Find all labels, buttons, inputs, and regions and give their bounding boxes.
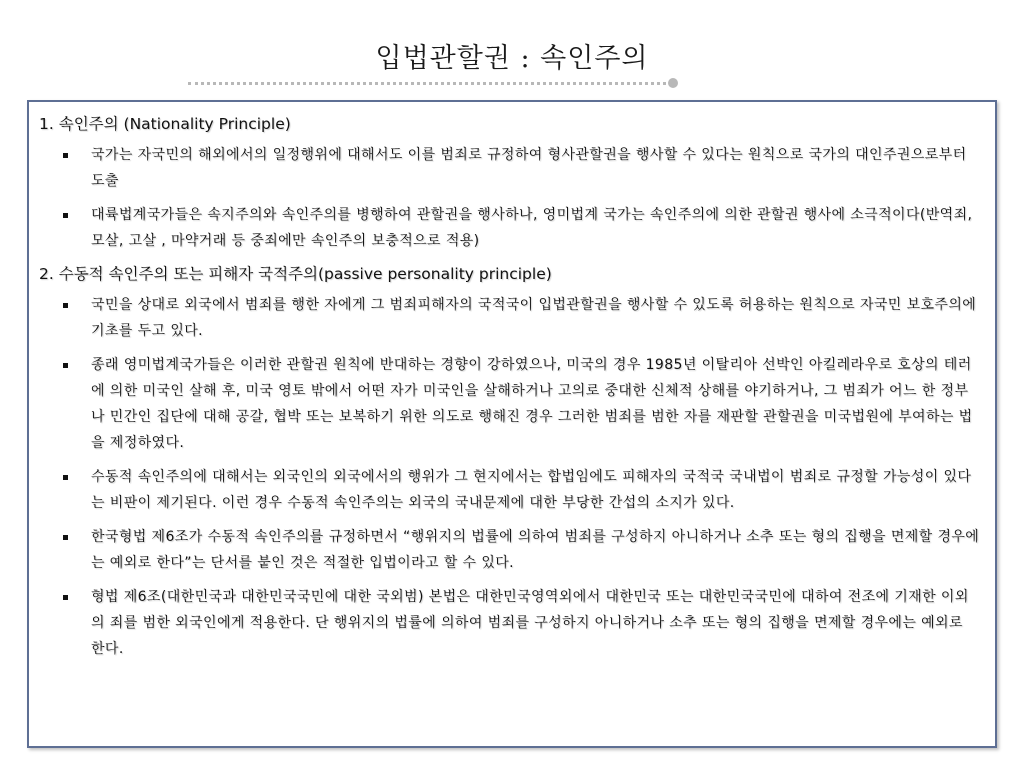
list-item-text: 국가는 자국민의 해외에서의 일정행위에 대해서도 이를 범죄로 규정하여 형사관할권을 행사할 수 있다는 원칙으로 국가의 대인주권으로부터 도출 bbox=[91, 147, 967, 189]
section1-list bbox=[39, 142, 981, 254]
title-dotted-rule bbox=[188, 82, 672, 85]
list-item bbox=[39, 292, 981, 344]
section2-list bbox=[39, 292, 981, 662]
square-bullet-icon bbox=[63, 213, 68, 218]
list-item bbox=[39, 464, 981, 516]
list-item-text: 수동적 속인주의에 대해서는 외국인의 외국에서의 행위가 그 현지에서는 합법임에도 피해자의 국적국 국내법이 범죄로 규정할 가능성이 있다는 비판이 제기된다. 이런 경우 수동적 속인주의는 외국의 국내문제에 대한 부당한 간섭의 소지가 있다. bbox=[91, 469, 972, 511]
list-item-text: 한국형법 제6조가 수동적 속인주의를 규정하면서 “행위지의 법률에 의하여 범죄를 구성하지 아니하거나 소추 또는 형의 집행을 면제할 경우에는 예외로 한다”는 단서를 붙인 것은 적절한 입법이라고 할 수 있다. bbox=[91, 529, 980, 571]
list-item bbox=[39, 142, 981, 194]
list-item-text: 대륙법계국가들은 속지주의와 속인주의를 병행하여 관할권을 행사하나, 영미법계 국가는 속인주의에 의한 관할권 행사에 소극적이다(반역죄, 모살, 고살 , 마약거래 등 중죄에만 속인주의 보충적으로 적용) bbox=[91, 207, 973, 249]
section-heading-nationality: 1. 속인주의 (Nationality Principle) bbox=[39, 115, 291, 133]
list-item bbox=[39, 524, 981, 576]
list-item-text: 종래 영미법계국가들은 이러한 관할권 원칙에 반대하는 경향이 강하였으나, 미국의 경우 1985년 이탈리아 선박인 아킬레라우로 호상의 테러에 의한 미국인 살해 후, 미국 영토 밖에서 어떤 자가 미국인을 살해하거나 고의로 중대한 신체적 상해를 야기하거나, 그 범죄가 어느 한 정부나 민간인 집단에 대해 공갈, 협박 또는 보복하기 위한 의도로 행해진 경우 그러한 범죄를 범한 자를 재판할 관할권을 미국법원에 부여하는 법을 제정하였다. bbox=[91, 357, 973, 451]
square-bullet-icon bbox=[63, 153, 68, 158]
content-box bbox=[27, 100, 997, 748]
square-bullet-icon bbox=[63, 303, 68, 308]
list-item bbox=[39, 202, 981, 254]
title-rule-end-dot bbox=[668, 78, 678, 88]
square-bullet-icon bbox=[63, 595, 68, 600]
list-item bbox=[39, 352, 981, 456]
square-bullet-icon bbox=[63, 475, 68, 480]
list-item-text: 형법 제6조(대한민국과 대한민국국민에 대한 국외범) 본법은 대한민국영역외에서 대한민국 또는 대한민국국민에 대하여 전조에 기재한 이외의 죄를 범한 외국인에게 적용한다. 단 행위지의 법률에 의하여 범죄를 구성하지 아니하거나 소추 또는 형의 집행을 면제할 경우에는 예외로 한다. bbox=[91, 589, 969, 657]
square-bullet-icon bbox=[63, 363, 68, 368]
list-item bbox=[39, 584, 981, 662]
list-item-text: 국민을 상대로 외국에서 범죄를 행한 자에게 그 범죄피해자의 국적국이 입법관할권을 행사할 수 있도록 허용하는 원칙으로 자국민 보호주의에 기초를 두고 있다. bbox=[91, 297, 977, 339]
square-bullet-icon bbox=[63, 535, 68, 540]
section-heading-passive-personality: 2. 수동적 속인주의 또는 피해자 국적주의(passive personality principle) bbox=[39, 265, 552, 283]
slide-title: 입법관할권 : 속인주의 bbox=[375, 43, 649, 74]
